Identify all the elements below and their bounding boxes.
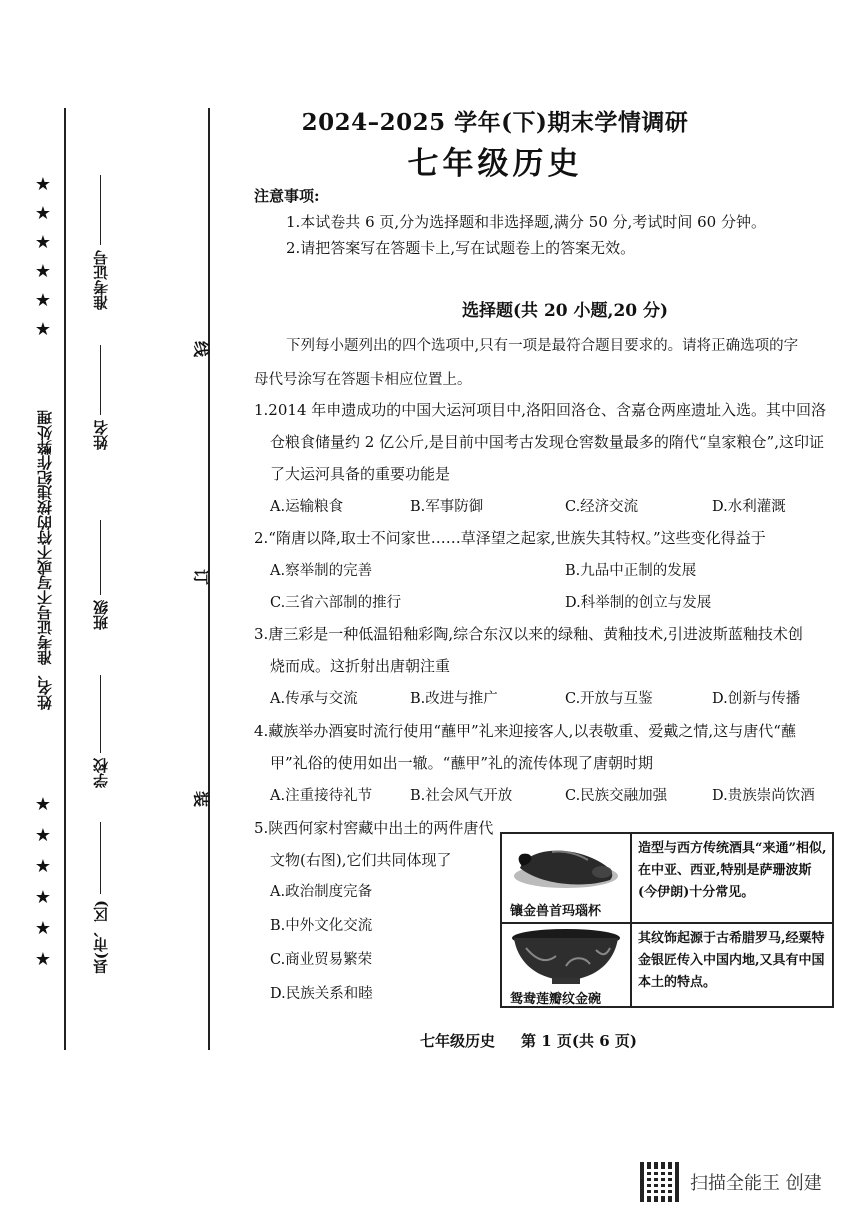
artifact-name: 镶金兽首玛瑙杯 (510, 904, 602, 919)
option-b[interactable]: B.中外文化交流 (270, 918, 373, 934)
star-icon: ★ (34, 203, 52, 224)
option-a[interactable]: A.注重接待礼节 (270, 788, 373, 804)
option-d[interactable]: D.贵族崇尚饮酒 (712, 788, 815, 804)
star-icon: ★ (34, 261, 52, 282)
cheating-warning: 姓名、准考证号不写或不符的按违纪作弊处理 (36, 410, 54, 710)
option-c[interactable]: C.经济交流 (565, 499, 639, 515)
option-c[interactable]: C.民族交融加强 (565, 788, 668, 804)
question-text: 甲”礼俗的使用如出一辙。“蘸甲”礼的流传体现了唐朝时期 (270, 754, 654, 772)
option-a[interactable]: A.运输粮食 (270, 499, 344, 515)
table-divider (630, 834, 632, 1006)
notice-item: 2.请把答案写在答题卡上,写在试题卷上的答案无效。 (286, 239, 636, 257)
ticket-no-label: 准考证号 (92, 250, 110, 310)
option-d[interactable]: D.民族关系和睦 (270, 986, 373, 1002)
option-b[interactable]: B.社会风气开放 (410, 788, 513, 804)
option-a[interactable]: A.政治制度完备 (270, 884, 373, 900)
section-instruction: 母代号涂写在答题卡相应位置上。 (254, 372, 472, 388)
option-c[interactable]: C.商业贸易繁荣 (270, 952, 373, 968)
exam-title: 2024–2025 学年(下)期末学情调研 (301, 109, 689, 136)
watermark-text: 扫描全能王 创建 (690, 1173, 822, 1194)
page-number: 第 1 页(共 6 页) (521, 1032, 637, 1050)
star-icon: ★ (34, 887, 52, 908)
question-text: 1.2014 年申遗成功的中国大运河项目中,洛阳回洛仓、含嘉仓两座遗址入选。其中回洛 (254, 401, 827, 419)
question-text: 4.藏族举办酒宴时流行使用“蘸甲”礼来迎接客人,以表敬重、爱戴之情,这与唐代“蘸 (254, 722, 796, 740)
option-d[interactable]: D.创新与传播 (712, 691, 801, 707)
school-label: 学校 (92, 758, 110, 788)
option-b[interactable]: B.军事防御 (410, 499, 484, 515)
gold-bowl-image (506, 926, 626, 986)
artifact-description: 其纹饰起源于古希腊罗马,经粟特金银匠传入中国内地,又具有中国本土的特点。 (638, 931, 825, 990)
option-a[interactable]: A.传承与交流 (270, 691, 358, 707)
question-text: 文物(右图),它们共同体现了 (270, 851, 452, 869)
section-title: 选择题(共 20 小题,20 分) (462, 301, 669, 321)
option-c[interactable]: C.三省六部制的推行 (270, 595, 402, 611)
binding-line-mark: 线 (193, 338, 210, 358)
ticket-no-field[interactable] (100, 175, 101, 245)
star-icon: ★ (34, 290, 52, 311)
option-b[interactable]: B.改进与推广 (410, 691, 498, 707)
star-icon: ★ (34, 825, 52, 846)
margin-rule-left (64, 108, 66, 1050)
artifact-name: 鸳鸯莲瓣纹金碗 (510, 992, 602, 1007)
option-d[interactable]: D.科举制的创立与发展 (565, 595, 712, 611)
option-a[interactable]: A.察举制的完善 (270, 563, 373, 579)
question-text: 3.唐三彩是一种低温铅釉彩陶,综合东汉以来的绿釉、黄釉技术,引进波斯蓝釉技术创 (254, 625, 803, 643)
school-field[interactable] (100, 675, 101, 753)
question-text: 了大运河具备的重要功能是 (270, 465, 451, 483)
question-text: 烧而成。这折射出唐朝注重 (270, 657, 451, 675)
binding-zhuang-mark: 装 (193, 788, 210, 808)
table-divider (502, 922, 832, 924)
star-icon: ★ (34, 232, 52, 253)
star-icon: ★ (34, 319, 52, 340)
artifact-description: 造型与西方传统酒具“来通”相似,在中亚、西亚,特别是萨珊波斯(今伊朗)十分常见。 (638, 841, 827, 900)
question-text: 仓粮食储量约 2 亿公斤,是目前中国考古发现仓窖数量最多的隋代“皇家粮仓”,这印证 (270, 433, 824, 451)
qr-code-icon (640, 1162, 680, 1202)
agate-rhyton-cup-image (506, 838, 626, 896)
star-icon: ★ (34, 794, 52, 815)
question-text: 2.“隋唐以降,取士不问家世……草泽望之起家,世族失其特权。”这些变化得益于 (254, 529, 766, 547)
county-label: 县(市、区) (92, 900, 110, 975)
notice-heading: 注意事项: (254, 187, 320, 205)
class-field[interactable] (100, 520, 101, 595)
name-field[interactable] (100, 345, 101, 415)
question-text: 5.陕西何家村窖藏中出土的两件唐代 (254, 819, 494, 837)
notice-item: 1.本试卷共 6 页,分为选择题和非选择题,满分 50 分,考试时间 60 分钟。 (286, 213, 766, 231)
scanner-watermark (640, 1162, 822, 1202)
footer-subject: 七年级历史 (420, 1032, 496, 1050)
name-label: 姓名 (92, 420, 110, 450)
page-footer (420, 1030, 663, 1051)
star-icon: ★ (34, 856, 52, 877)
star-icon: ★ (34, 918, 52, 939)
artifact-table (500, 832, 834, 1008)
option-c[interactable]: C.开放与互鉴 (565, 691, 653, 707)
star-icon: ★ (34, 949, 52, 970)
section-instruction: 下列每小题列出的四个选项中,只有一项是最符合题目要求的。请将正确选项的字 (286, 338, 799, 354)
county-field[interactable] (100, 822, 101, 894)
option-b[interactable]: B.九品中正制的发展 (565, 563, 697, 579)
binding-ding-mark: 订 (193, 566, 210, 586)
class-label: 班级 (92, 600, 110, 630)
star-icon: ★ (34, 174, 52, 195)
exam-subject: 七年级历史 (407, 146, 583, 182)
option-d[interactable]: D.水利灌溉 (712, 499, 786, 515)
